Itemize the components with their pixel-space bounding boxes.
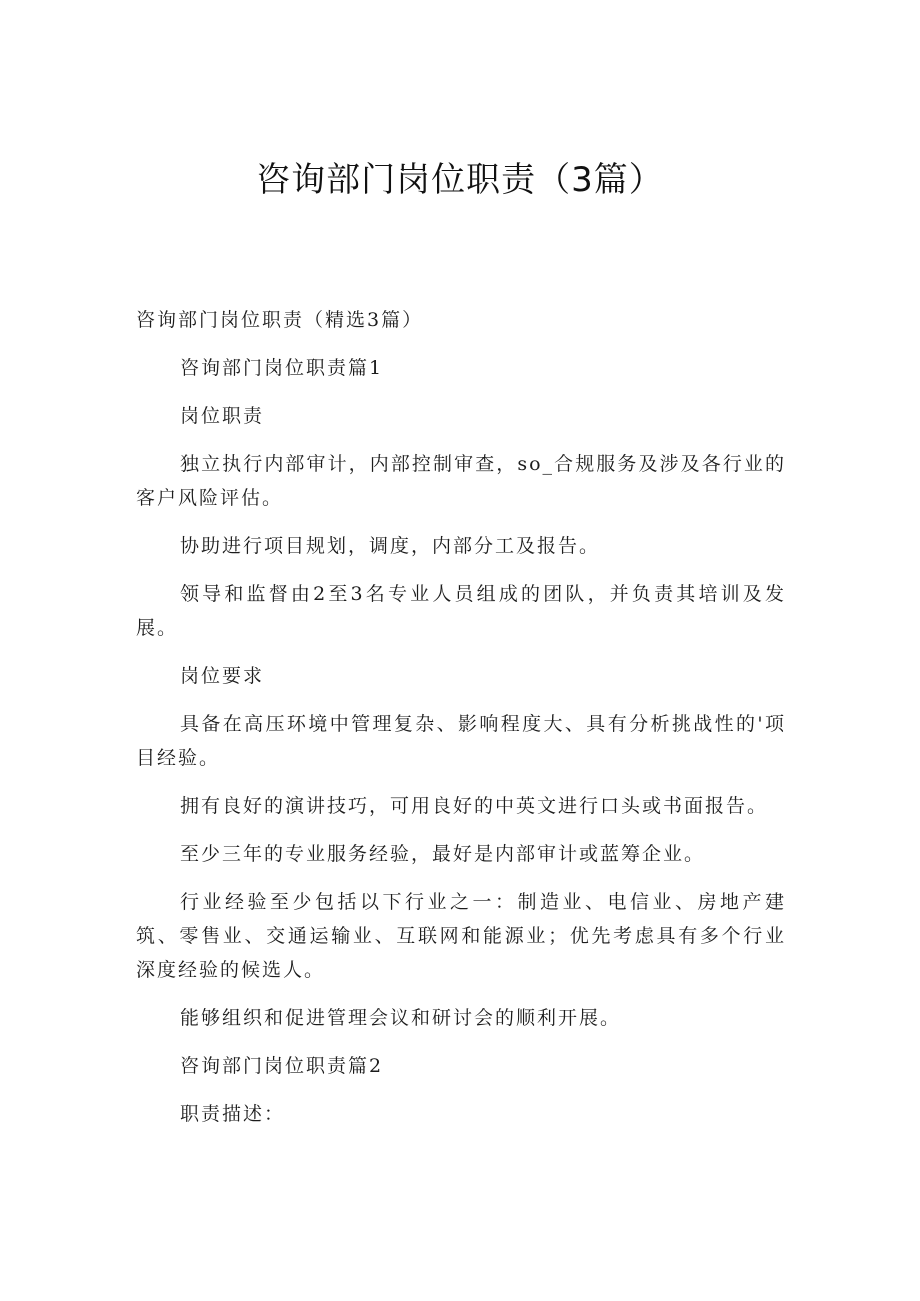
duty-item: 领导和监督由2至3名专业人员组成的团队，并负责其培训及发展。	[136, 583, 786, 639]
requirement-item: 行业经验至少包括以下行业之一：制造业、电信业、房地产建筑、零售业、交通运输业、互联网和能源业；优先考虑具有多个行业深度经验的候选人。	[136, 891, 786, 981]
section-heading-2: 咨询部门岗位职责篇2	[180, 1055, 384, 1077]
duty-item: 协助进行项目规划，调度，内部分工及报告。	[180, 535, 601, 557]
requirement-item: 拥有良好的演讲技巧，可用良好的中英文进行口头或书面报告。	[180, 795, 769, 817]
requirement-item: 能够组织和促进管理会议和研讨会的顺利开展。	[180, 1007, 622, 1029]
subheading-requirements: 岗位要求	[180, 665, 265, 687]
requirement-item: 至少三年的专业服务经验，最好是内部审计或蓝筹企业。	[180, 843, 706, 865]
intro-heading: 咨询部门岗位职责（精选3篇）	[136, 309, 424, 331]
document-body	[136, 303, 786, 1145]
subheading-description: 职责描述：	[180, 1103, 286, 1125]
subheading-duties: 岗位职责	[180, 405, 265, 427]
section-heading-1: 咨询部门岗位职责篇1	[180, 357, 384, 379]
document-title: 咨询部门岗位职责（3篇）	[256, 160, 664, 200]
duty-item: 独立执行内部审计，内部控制审查，so_合规服务及涉及各行业的客户风险评估。	[136, 453, 786, 509]
requirement-item: 具备在高压环境中管理复杂、影响程度大、具有分析挑战性的'项目经验。	[136, 713, 786, 769]
